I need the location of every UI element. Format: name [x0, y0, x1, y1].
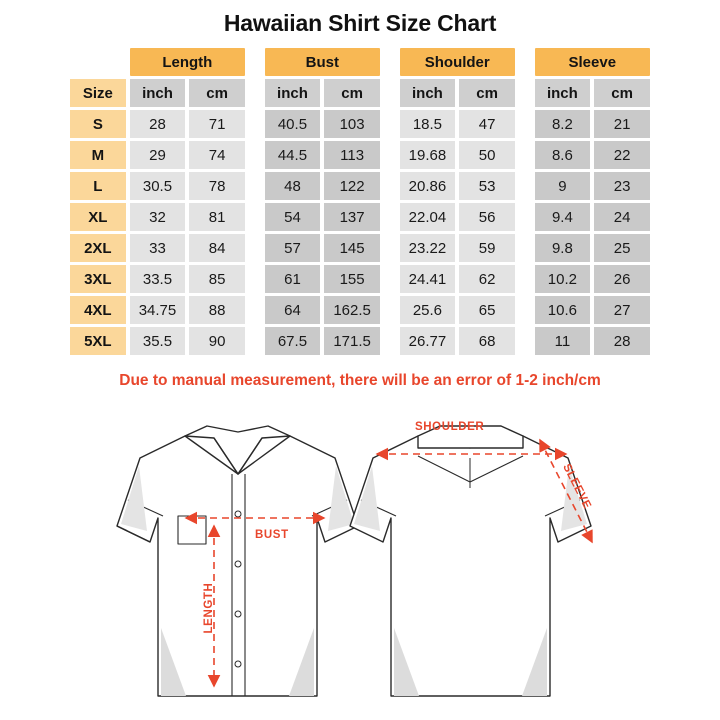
group-header-sleeve: Sleeve [535, 48, 650, 76]
cell-sleeve-cm: 21 [594, 110, 650, 138]
cell-bust-inch: 57 [265, 234, 321, 262]
table-row [70, 141, 650, 169]
header-shoulder-inch: inch [400, 79, 456, 107]
group-header-spacer [70, 48, 126, 76]
cell-bust-cm: 137 [324, 203, 380, 231]
cell-size: 4XL [70, 296, 126, 324]
column-spacer [249, 48, 261, 76]
column-spacer [249, 141, 261, 169]
table-row [70, 203, 650, 231]
measurement-note: Due to manual measurement, there will be an error of 1-2 inch/cm [119, 372, 601, 389]
cell-length-cm: 74 [189, 141, 245, 169]
column-spacer [384, 327, 396, 355]
cell-sleeve-cm: 22 [594, 141, 650, 169]
cell-bust-cm: 145 [324, 234, 380, 262]
shoulder-label: SHOULDER [415, 421, 485, 433]
cell-sleeve-inch: 9 [535, 172, 591, 200]
cell-sleeve-cm: 24 [594, 203, 650, 231]
table-row [70, 327, 650, 355]
sleeve-label: SLEEVE [560, 462, 594, 512]
cell-sleeve-cm: 27 [594, 296, 650, 324]
cell-length-inch: 32 [130, 203, 186, 231]
column-spacer [519, 79, 531, 107]
cell-sleeve-cm: 25 [594, 234, 650, 262]
size-chart-container [0, 37, 720, 358]
cell-bust-cm: 103 [324, 110, 380, 138]
cell-size: S [70, 110, 126, 138]
table-row [70, 296, 650, 324]
cell-size: 3XL [70, 265, 126, 293]
header-bust-cm: cm [324, 79, 380, 107]
cell-bust-inch: 61 [265, 265, 321, 293]
header-size: Size [70, 79, 126, 107]
cell-sleeve-inch: 10.6 [535, 296, 591, 324]
table-row [70, 265, 650, 293]
table-row [70, 172, 650, 200]
header-sleeve-inch: inch [535, 79, 591, 107]
cell-shoulder-inch: 22.04 [400, 203, 456, 231]
column-spacer [384, 141, 396, 169]
cell-shoulder-inch: 18.5 [400, 110, 456, 138]
cell-length-cm: 71 [189, 110, 245, 138]
cell-shoulder-inch: 19.68 [400, 141, 456, 169]
cell-shoulder-inch: 25.6 [400, 296, 456, 324]
cell-size: XL [70, 203, 126, 231]
cell-length-inch: 33.5 [130, 265, 186, 293]
cell-shoulder-inch: 20.86 [400, 172, 456, 200]
cell-bust-inch: 54 [265, 203, 321, 231]
cell-shoulder-cm: 47 [459, 110, 515, 138]
header-length-inch: inch [130, 79, 186, 107]
cell-shoulder-cm: 56 [459, 203, 515, 231]
header-bust-inch: inch [265, 79, 321, 107]
cell-bust-cm: 113 [324, 141, 380, 169]
cell-shoulder-cm: 68 [459, 327, 515, 355]
header-length-cm: cm [189, 79, 245, 107]
cell-length-inch: 33 [130, 234, 186, 262]
cell-length-inch: 29 [130, 141, 186, 169]
column-spacer [384, 265, 396, 293]
cell-shoulder-cm: 53 [459, 172, 515, 200]
column-spacer [249, 79, 261, 107]
cell-bust-cm: 162.5 [324, 296, 380, 324]
shirt-back-illustration [350, 426, 594, 696]
cell-bust-cm: 171.5 [324, 327, 380, 355]
column-spacer [519, 110, 531, 138]
cell-bust-cm: 122 [324, 172, 380, 200]
column-spacer [384, 110, 396, 138]
cell-bust-inch: 40.5 [265, 110, 321, 138]
cell-size: 5XL [70, 327, 126, 355]
cell-bust-cm: 155 [324, 265, 380, 293]
cell-sleeve-cm: 26 [594, 265, 650, 293]
group-header-bust: Bust [265, 48, 380, 76]
cell-length-inch: 30.5 [130, 172, 186, 200]
cell-sleeve-inch: 9.8 [535, 234, 591, 262]
cell-shoulder-cm: 50 [459, 141, 515, 169]
header-sleeve-cm: cm [594, 79, 650, 107]
column-spacer [519, 172, 531, 200]
column-spacer [384, 172, 396, 200]
bust-label: BUST [255, 529, 289, 541]
column-spacer [249, 203, 261, 231]
cell-length-cm: 81 [189, 203, 245, 231]
column-spacer [249, 327, 261, 355]
cell-length-inch: 34.75 [130, 296, 186, 324]
cell-shoulder-inch: 24.41 [400, 265, 456, 293]
column-spacer [249, 110, 261, 138]
cell-length-cm: 90 [189, 327, 245, 355]
group-header-shoulder: Shoulder [400, 48, 515, 76]
cell-sleeve-inch: 8.2 [535, 110, 591, 138]
column-spacer [384, 234, 396, 262]
cell-shoulder-inch: 26.77 [400, 327, 456, 355]
cell-length-cm: 84 [189, 234, 245, 262]
cell-shoulder-inch: 23.22 [400, 234, 456, 262]
cell-sleeve-inch: 11 [535, 327, 591, 355]
group-header-row [70, 48, 650, 76]
column-spacer [519, 141, 531, 169]
cell-size: M [70, 141, 126, 169]
cell-sleeve-cm: 23 [594, 172, 650, 200]
column-spacer [519, 234, 531, 262]
table-row [70, 110, 650, 138]
column-spacer [384, 48, 396, 76]
cell-bust-inch: 44.5 [265, 141, 321, 169]
cell-length-cm: 78 [189, 172, 245, 200]
column-spacer [249, 172, 261, 200]
cell-length-inch: 28 [130, 110, 186, 138]
cell-length-cm: 85 [189, 265, 245, 293]
column-spacer [519, 265, 531, 293]
cell-sleeve-inch: 9.4 [535, 203, 591, 231]
cell-size: L [70, 172, 126, 200]
column-spacer [384, 296, 396, 324]
page-title: Hawaiian Shirt Size Chart [223, 10, 497, 36]
cell-size: 2XL [70, 234, 126, 262]
column-spacer [249, 265, 261, 293]
unit-header-row [70, 79, 650, 107]
column-spacer [384, 203, 396, 231]
column-spacer [384, 79, 396, 107]
group-header-length: Length [130, 48, 245, 76]
column-spacer [519, 203, 531, 231]
cell-shoulder-cm: 59 [459, 234, 515, 262]
column-spacer [519, 296, 531, 324]
cell-sleeve-inch: 8.6 [535, 141, 591, 169]
size-chart-table [66, 45, 654, 358]
cell-shoulder-cm: 65 [459, 296, 515, 324]
shirt-measurement-illustration [0, 396, 720, 716]
cell-length-cm: 88 [189, 296, 245, 324]
length-label: LENGTH [203, 582, 215, 634]
column-spacer [249, 234, 261, 262]
column-spacer [519, 48, 531, 76]
cell-shoulder-cm: 62 [459, 265, 515, 293]
cell-sleeve-cm: 28 [594, 327, 650, 355]
cell-bust-inch: 48 [265, 172, 321, 200]
column-spacer [249, 296, 261, 324]
header-shoulder-cm: cm [459, 79, 515, 107]
cell-sleeve-inch: 10.2 [535, 265, 591, 293]
column-spacer [519, 327, 531, 355]
cell-length-inch: 35.5 [130, 327, 186, 355]
table-row [70, 234, 650, 262]
cell-bust-inch: 64 [265, 296, 321, 324]
cell-bust-inch: 67.5 [265, 327, 321, 355]
